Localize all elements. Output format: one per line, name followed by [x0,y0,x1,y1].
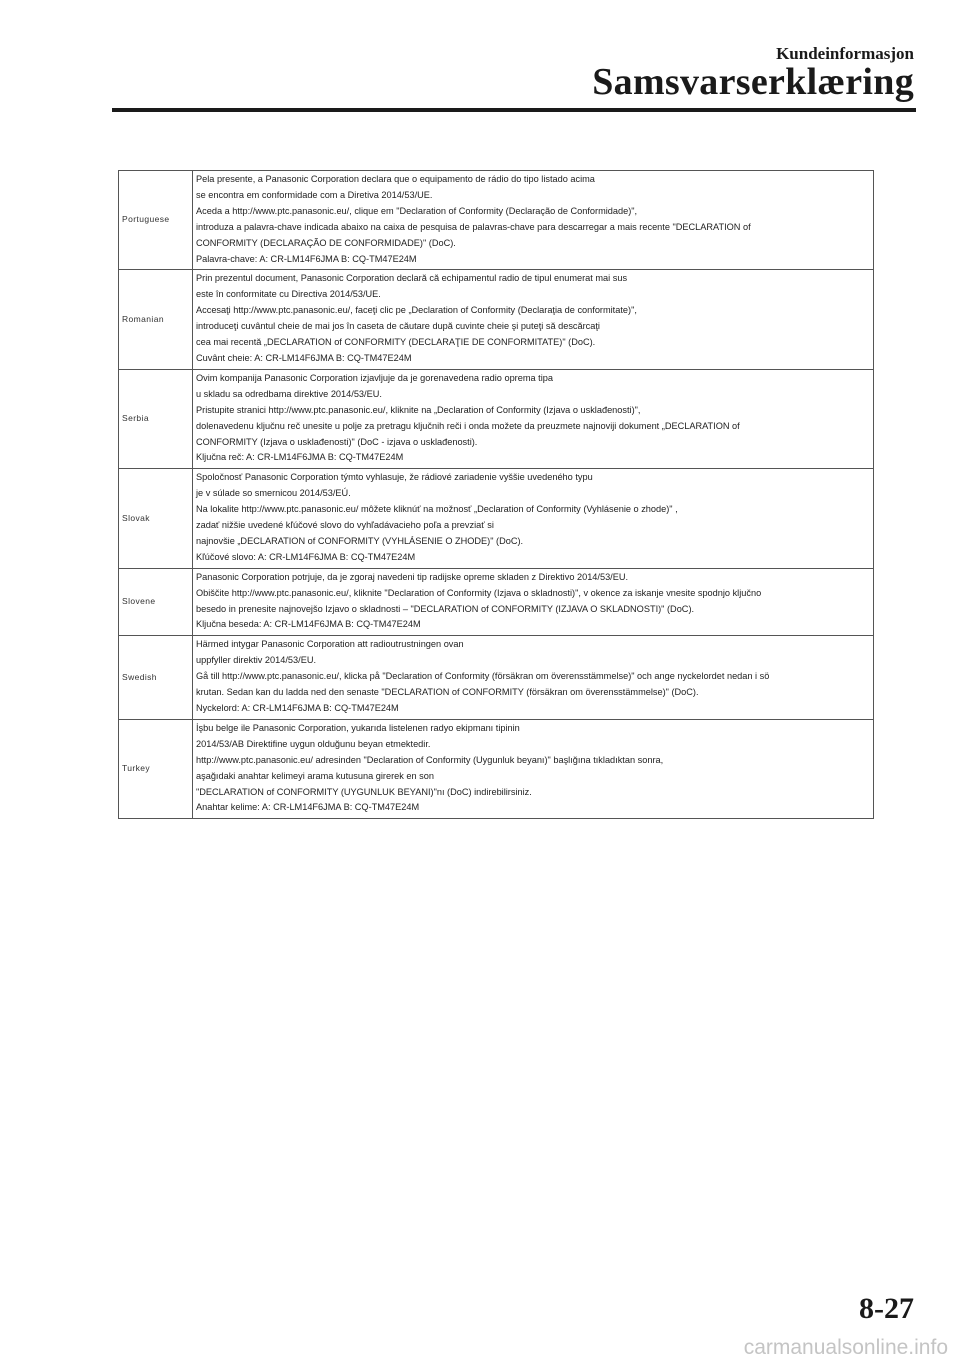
declaration-row [119,171,874,270]
language-label: Slovak [119,469,193,568]
page-title: Samsvarserklæring [592,61,914,103]
declaration-line: CONFORMITY (DECLARAÇÃO DE CONFORMIDADE)" (DoC). [196,237,456,248]
declaration-row [119,719,874,818]
declaration-line: Na lokalite http://www.ptc.panasonic.eu/ môžete kliknúť na možnosť „Declaration of Conformity (Vyhlásenie o zhode)" , [196,504,678,515]
declaration-line: Gå till http://www.ptc.panasonic.eu/, klicka på "Declaration of Conformity (försäkran om överensstämmelse)" och ange nyckelordet nedan i sö [196,671,770,682]
language-label: Swedish [119,636,193,720]
declaration-line: zadať nižšie uvedené kľúčové slovo do vyhľadávacieho poľa a prevziať si [196,520,494,531]
declaration-row [119,270,874,369]
declaration-line: krutan. Sedan kan du ladda ned den senaste "DECLARATION of CONFORMITY (försäkran om överensstämmelse)" (DoC). [196,687,699,698]
page-number: 8-27 [859,1292,914,1325]
declaration-line: Ključna beseda: A: CR-LM14F6JMA B: CQ-TM47E24M [196,619,421,630]
declaration-line: najnovšie „DECLARATION of CONFORMITY (VYHLÁSENIE O ZHODE)" (DoC). [196,535,524,546]
declaration-line: Nyckelord: A: CR-LM14F6JMA B: CQ-TM47E24M [196,703,399,713]
declaration-table [118,170,874,819]
declaration-line: Kľúčové slovo: A: CR-LM14F6JMA B: CQ-TM47E24M [196,551,416,562]
language-label: Portuguese [119,171,193,270]
declaration-text [193,636,874,720]
declaration-row [119,636,874,720]
declaration-line: Accesaţi http://www.ptc.panasonic.eu/, faceţi clic pe „Declaration of Conformity (Declaraţia de conformitate)", [196,305,637,316]
declaration-line: "DECLARATION of CONFORMITY (UYGUNLUK BEYANI)"nı (DoC) indirebilirsiniz. [196,786,532,797]
declaration-text [193,719,874,818]
declaration-row [119,469,874,568]
declaration-line: Panasonic Corporation potrjuje, da je zgoraj navedeni tip radijske opreme skladen z Direktivo 2014/53/EU. [196,571,629,582]
declaration-row [119,568,874,636]
declaration-line: introduza a palavra-chave indicada abaixo na caixa de pesquisa de palavras-chave para descarregar a mais recente "DECLARATION of [196,221,751,232]
declaration-text [193,469,874,568]
declaration-line: CONFORMITY (Izjava o usklađenosti)" (DoC - izjava o usklađenosti). [196,436,478,447]
watermark: carmanualsonline.info [743,1336,948,1359]
declaration-table-body [119,171,874,819]
declaration-text [193,568,874,636]
language-label: Romanian [119,270,193,369]
declaration-line: Pristupite stranici http://www.ptc.panasonic.eu/, kliknite na „Declaration of Conformity (Izjava o usklađenosti)", [196,404,641,415]
declaration-text [193,270,874,369]
declaration-line: Palavra-chave: A: CR-LM14F6JMA B: CQ-TM47E24M [196,253,417,264]
declaration-line: 2014/53/AB Direktifine uygun olduğunu beyan etmektedir. [196,738,431,749]
declaration-line: Aceda a http://www.ptc.panasonic.eu/, clique em "Declaration of Conformity (Declaração de Conformidade)", [196,205,638,216]
declaration-line: Härmed intygar Panasonic Corporation att radioutrustningen ovan [196,639,464,650]
declaration-line: Spoločnosť Panasonic Corporation týmto vyhlasuje, že rádiové zariadenie vyššie uvedeného typu [196,472,593,483]
declaration-line: introduceţi cuvântul cheie de mai jos în caseta de căutare după cuvinte cheie şi puteţi să descărcaţi [196,321,600,332]
declaration-line: Ključna reč: A: CR-LM14F6JMA B: CQ-TM47E24M [196,452,404,463]
declaration-line: besedo in prenesite najnovejšo Izjavo o skladnosti – "DECLARATION of CONFORMITY (IZJAVA O SKLADNOSTI)" (DoC). [196,603,695,614]
declaration-text [193,171,874,270]
language-label: Serbia [119,369,193,468]
declaration-line: Obiščite http://www.ptc.panasonic.eu/, kliknite "Declaration of Conformity (Izjava o skladnosti)", v okence za iskanje vnesite spodnjo ključno [196,587,762,598]
declaration-line: dolenavedenu ključnu reč unesite u polje za pretragu ključnih reči i onda možete da preuzmete najnoviji dokument „DECLARATION of [196,420,740,431]
declaration-text [193,369,874,468]
declaration-line: cea mai recentă „DECLARATION of CONFORMITY (DECLARAŢIE DE CONFORMITATE)" (DoC). [196,337,596,348]
declaration-line: este în conformitate cu Directiva 2014/53/UE. [196,289,381,300]
declaration-line: http://www.ptc.panasonic.eu/ adresinden "Declaration of Conformity (Uygunluk beyanı)" başlığına tıkladıktan sonra, [196,754,664,765]
language-label: Slovene [119,568,193,636]
declaration-line: Prin prezentul document, Panasonic Corporation declară că echipamentul radio de tipul enumerat mai sus [196,273,628,284]
declaration-line: aşağıdaki anahtar kelimeyi arama kutusuna girerek en son [196,770,434,781]
declaration-line: uppfyller direktiv 2014/53/EU. [196,655,317,666]
declaration-line: Ovim kompanija Panasonic Corporation izjavljuje da je gorenavedena radio oprema tipa [196,372,553,383]
header-divider [112,108,916,112]
declaration-line: Cuvânt cheie: A: CR-LM14F6JMA B: CQ-TM47E24M [196,352,412,363]
declaration-row [119,369,874,468]
declaration-line: İşbu belge ile Panasonic Corporation, yukarıda listelenen radyo ekipmanı tipinin [196,722,520,733]
declaration-line: je v súlade so smernicou 2014/53/EÚ. [196,488,351,499]
section-heading: Kundeinformasjon [776,44,914,63]
declaration-line: Anahtar kelime: A: CR-LM14F6JMA B: CQ-TM47E24M [196,802,420,813]
declaration-line: se encontra em conformidade com a Diretiva 2014/53/UE. [196,189,433,200]
declaration-line: Pela presente, a Panasonic Corporation declara que o equipamento de rádio do tipo listado acima [196,174,595,184]
declaration-line: u skladu sa odredbama direktive 2014/53/EU. [196,388,382,399]
language-label: Turkey [119,719,193,818]
